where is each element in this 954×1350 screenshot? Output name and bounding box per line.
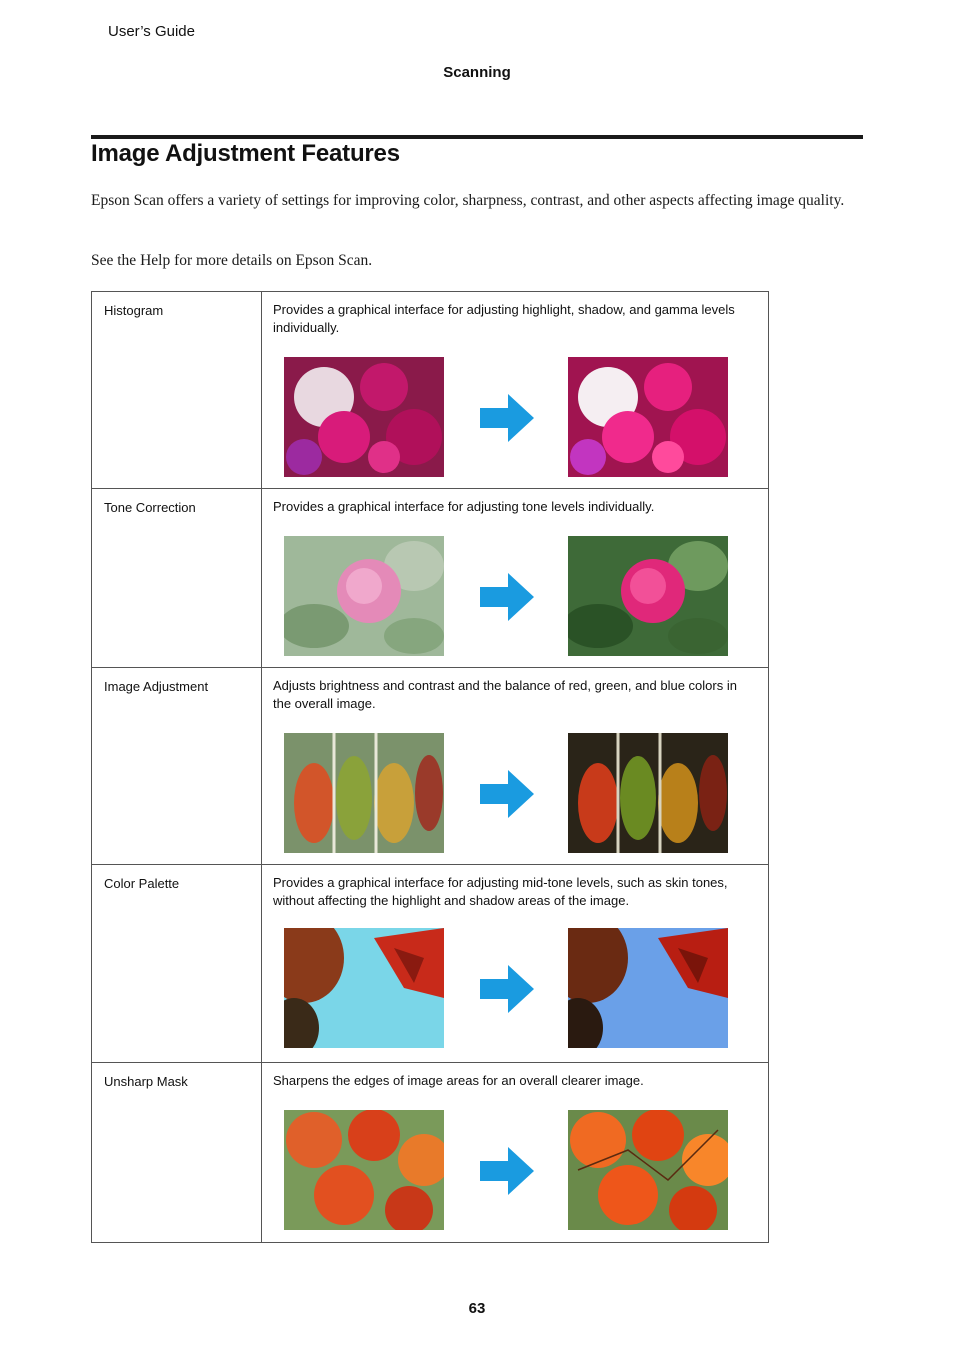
comparison-figure bbox=[262, 1090, 768, 1230]
arrow-right-icon bbox=[480, 573, 534, 621]
after-image bbox=[568, 733, 728, 853]
page-title: Image Adjustment Features bbox=[91, 140, 400, 167]
comparison-figure bbox=[262, 713, 768, 853]
comparison-figure bbox=[262, 908, 768, 1048]
before-image bbox=[284, 536, 444, 656]
comparison-figure bbox=[262, 337, 768, 477]
table-row bbox=[92, 668, 769, 865]
feature-description: Provides a graphical interface for adjusting mid-tone levels, such as skin tones, without affecting the highlight and shadow areas of the image. bbox=[273, 875, 728, 908]
title-rule bbox=[91, 135, 863, 139]
arrow-right-icon bbox=[480, 965, 534, 1013]
after-image bbox=[568, 928, 728, 1048]
section-header: Scanning bbox=[443, 64, 511, 81]
feature-description: Sharpens the edges of image areas for an overall clearer image. bbox=[273, 1073, 644, 1088]
page-number: 63 bbox=[468, 1300, 486, 1317]
help-note: See the Help for more details on Epson Scan. bbox=[91, 252, 373, 269]
before-image bbox=[284, 357, 444, 477]
after-image bbox=[568, 1110, 728, 1230]
feature-name: Tone Correction bbox=[104, 500, 196, 515]
before-image bbox=[284, 928, 444, 1048]
feature-name: Unsharp Mask bbox=[104, 1074, 188, 1089]
after-image bbox=[568, 357, 728, 477]
before-image bbox=[284, 733, 444, 853]
feature-name: Image Adjustment bbox=[104, 679, 209, 694]
feature-description: Provides a graphical interface for adjusting tone levels individually. bbox=[273, 499, 655, 514]
feature-description: Provides a graphical interface for adjusting highlight, shadow, and gamma levels individually. bbox=[273, 302, 735, 335]
table-row bbox=[92, 1063, 769, 1243]
table-row bbox=[92, 292, 769, 489]
arrow-right-icon bbox=[480, 394, 534, 442]
after-image bbox=[568, 536, 728, 656]
table-row bbox=[92, 865, 769, 1063]
table-row bbox=[92, 489, 769, 668]
before-image bbox=[284, 1110, 444, 1230]
arrow-right-icon bbox=[480, 770, 534, 818]
intro-paragraph: Epson Scan offers a variety of settings for improving color, sharpness, contrast, and other aspects affecting image quality. bbox=[91, 192, 845, 209]
arrow-right-icon bbox=[480, 1147, 534, 1195]
features-table bbox=[91, 291, 769, 1243]
feature-name: Color Palette bbox=[104, 876, 180, 891]
comparison-figure bbox=[262, 516, 768, 656]
feature-description: Adjusts brightness and contrast and the balance of red, green, and blue colors in the overall image. bbox=[273, 678, 737, 711]
feature-name: Histogram bbox=[104, 303, 164, 318]
running-header: User’s Guide bbox=[108, 23, 195, 40]
